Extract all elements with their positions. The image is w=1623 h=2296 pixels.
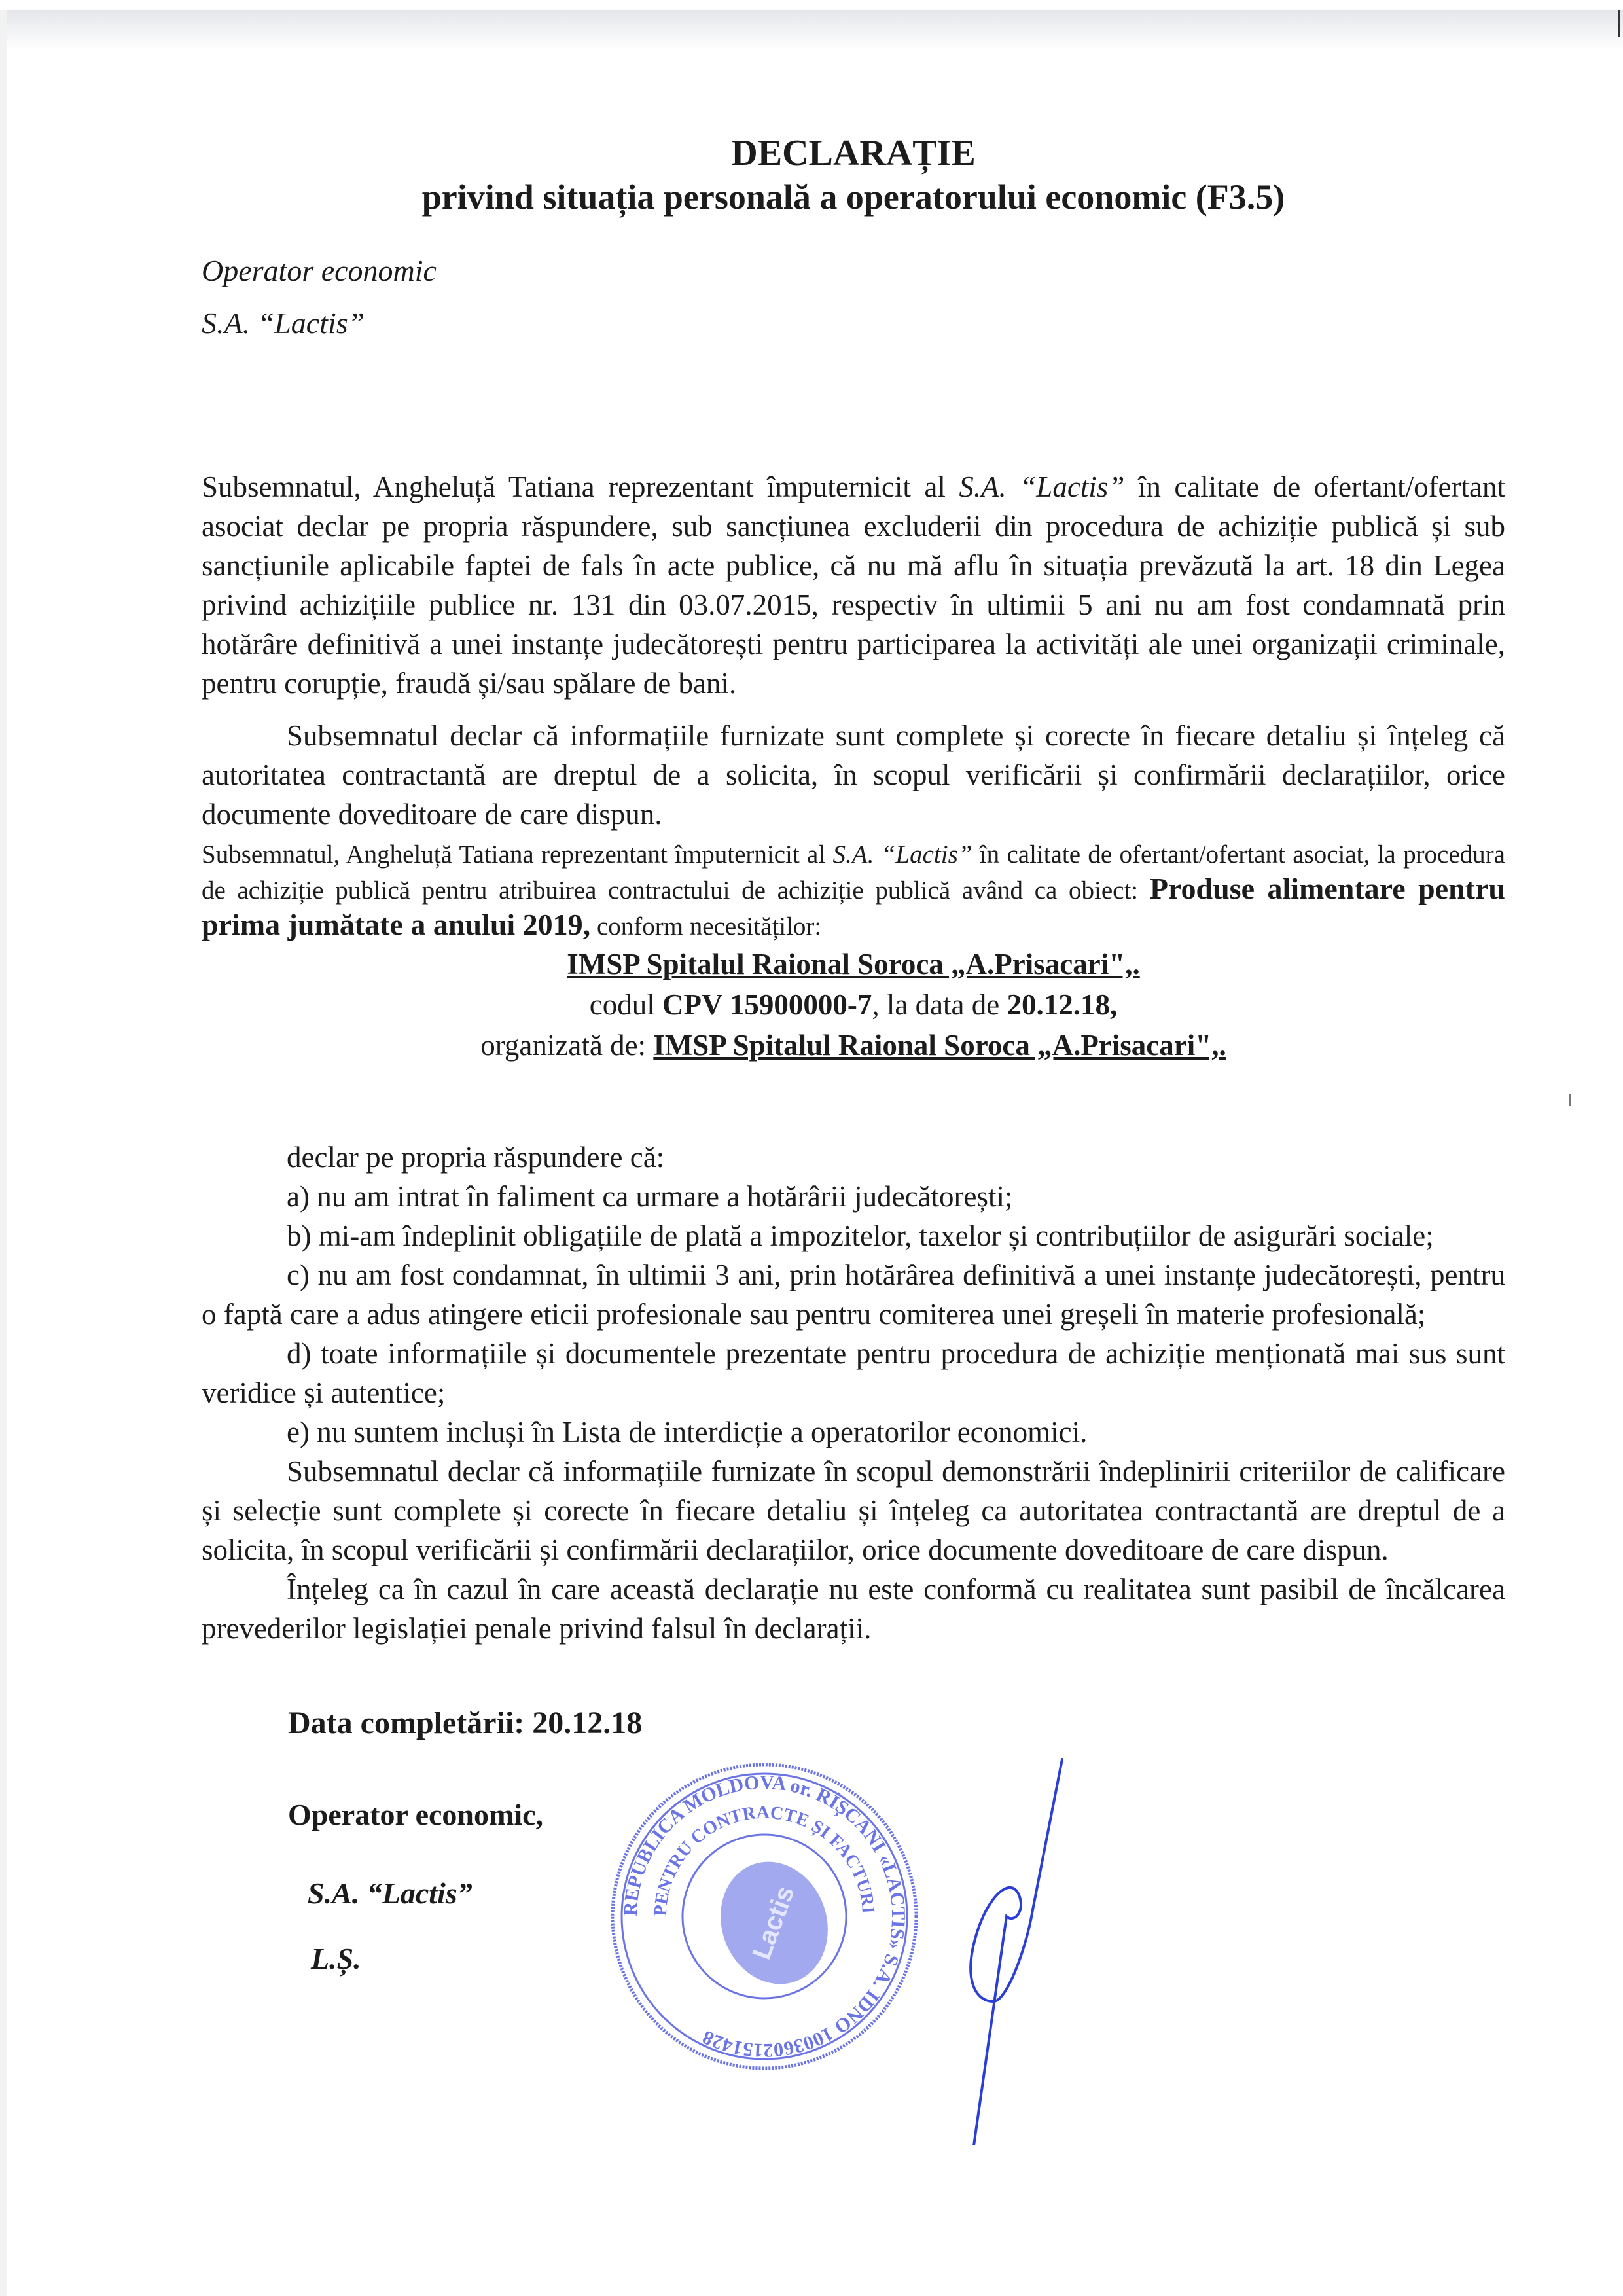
- organizer-line: [202, 1025, 1505, 1066]
- footer-operator-label: Operator economic,: [288, 1798, 544, 1831]
- cpv-line: [202, 984, 1505, 1025]
- beneficiary-name: IMSP Spitalul Raional Soroca „A.Prisacari",.: [567, 948, 1140, 980]
- cpv-code: CPV 15900000-7: [662, 988, 872, 1021]
- declaration-item: a) nu am intrat în faliment ca urmare a hotărârii judecătorești;: [287, 1180, 1013, 1213]
- paragraph-eligibility-body: în calitate de ofertant/ofertant asociat declar pe propria răspundere, sub sancțiunea excluderii din procedura de achiziție publică și sub sancțiunile aplicabile faptei de fals în acte publice, că nu mă aflu în situația prevăzută la art. 18 din Legea privind achizițiile publice nr. 131 din 03.07.2015, respectiv în ultimii 5 ani nu am fost condamnată prin hotărâre definitivă a unei instanțe judecătorești pentru participarea la activități ale unei organizații criminale, pentru corupție, fraudă și/sau spălare de bani.: [202, 471, 1505, 700]
- handwritten-signature: [935, 1753, 1105, 2145]
- procedure-date: 20.12.18,: [1007, 988, 1118, 1021]
- signature-block: [202, 1700, 1505, 2198]
- footer-operator-name: S.A. “Lactis”: [308, 1876, 473, 1910]
- seal-mark: L.Ș.: [311, 1942, 361, 1975]
- document-subtitle: privind situația personală a operatorului economic (F3.5): [421, 177, 1285, 217]
- date-prefix: , la data de: [872, 988, 1007, 1021]
- completion-date-label: Data completării:: [288, 1706, 533, 1740]
- document-title: DECLARAȚIE: [731, 133, 976, 173]
- completion-date: [288, 1700, 877, 1746]
- completion-date-value: 20.12.18: [532, 1706, 643, 1740]
- stamp-inner-text: PENTRU CONTRACTE ȘI FACTURI: [650, 1802, 879, 1917]
- declaration-item: c) nu am fost condamnat, în ultimii 3 ani, prin hotărârea definitivă a unei instanțe judecătorești, pentru o faptă care a adus atingere eticii profesionale sau pentru comiterea unei greșeli în materie profesională;: [202, 1259, 1505, 1331]
- paragraph-procurement-prefix: Subsemnatul, Angheluță Tatiana reprezentant împuternicit al: [202, 840, 833, 869]
- closing-statement: Subsemnatul declar că informațiile furnizate în scopul demonstrării îndeplinirii criteriilor de calificare și selecție sunt complete și corecte în fiecare detaliu și înțeleg ca autoritatea contractantă are dreptul de a solicita, în scopul verificării și confirmării declarațiilor, orice documente doveditoare de care dispun.: [202, 1455, 1505, 1566]
- declaration-item: d) toate informațiile și documentele prezentate pentru procedura de achiziție menționată mai sus sunt veridice și autentice;: [202, 1337, 1505, 1409]
- signature-block-text: [288, 1700, 643, 1982]
- declaration-item: e) nu suntem incluși în Lista de interdicție a operatorilor economici.: [287, 1416, 1088, 1448]
- signature-stroke: [971, 1759, 1062, 2145]
- operator-block: [202, 245, 1505, 350]
- company-name: S.A. “Lactis”: [832, 840, 972, 869]
- paragraph-accuracy: Subsemnatul declar că informațiile furnizate sunt complete și corecte în fiecare detaliu și înțeleg că autoritatea contractantă are dreptul de a solicita, în scopul verificării și confirmării declarațiilor, orice documente doveditoare de care dispun.: [202, 719, 1505, 831]
- operator-label: Operator economic: [202, 254, 437, 287]
- declaration-item: b) mi-am îndeplinit obligațiile de plată a impozitelor, taxelor și contribuțiilor de asigurări sociale;: [287, 1219, 1434, 1252]
- stamp-ring-text: REPUBLICA MOLDOVA or. RÎȘCANI «LACTIS» S.A. IDNO 1003602151428: [619, 1771, 910, 2062]
- paragraph-eligibility: [202, 467, 1505, 703]
- procurement-object: Produse alimentare pentru prima jumătate a anului 2019,: [202, 872, 1505, 941]
- operator-name: S.A. “Lactis”: [202, 306, 365, 340]
- stamp-logo-text: Lactis: [747, 1882, 800, 1964]
- liability-statement: Înțeleg ca în cazul în care această declarație nu este conformă cu realitatea sunt pasibil de încălcarea prevederilor legislației penale privind falsul în declarații.: [202, 1573, 1505, 1645]
- organizer-name: IMSP Spitalul Raional Soroca „A.Prisacari",.: [653, 1029, 1226, 1062]
- company-name: S.A. “Lactis”: [959, 471, 1125, 503]
- cpv-prefix: codul: [589, 988, 662, 1021]
- paragraph-procurement: [202, 838, 1505, 944]
- organizer-prefix: organizată de:: [480, 1029, 654, 1062]
- paragraph-procurement-body: în calitate de ofertant/ofertant asociat, la procedura de achiziție publică pentru atribuirea contractului de achiziție publică având ca obiect:: [202, 840, 1505, 905]
- declarations-intro: declar pe propria răspundere că:: [287, 1141, 665, 1174]
- paragraph-procurement-suffix: conform necesităților:: [590, 912, 822, 941]
- paragraph-eligibility-prefix: Subsemnatul, Angheluță Tatiana reprezentant împuternicit al: [202, 471, 959, 503]
- company-stamp: [607, 1759, 921, 2073]
- declarations-list: [202, 1138, 1505, 1648]
